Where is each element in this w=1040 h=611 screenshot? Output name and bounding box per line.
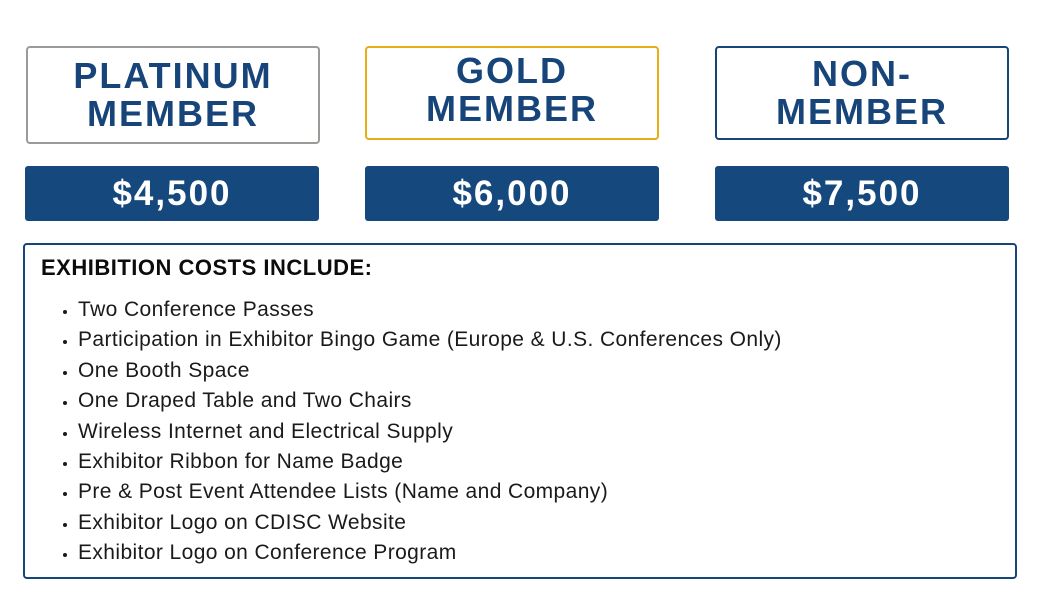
list-item: • Participation in Exhibitor Bingo Game (Europe & U.S. Conferences Only) [78,325,782,355]
list-item: • One Booth Space [78,356,782,386]
tier-name-gold: GOLD MEMBER [426,50,598,129]
list-item: • Exhibitor Ribbon for Name Badge [78,447,782,477]
price-non-member: $7,500 [715,166,1009,221]
price-gold: $6,000 [365,166,659,221]
list-item: • Wireless Internet and Electrical Supply [78,417,782,447]
exhibition-costs-panel [23,243,1017,579]
list-item: • One Draped Table and Two Chairs [78,386,782,416]
non-member-tier [715,46,1009,140]
exhibition-costs-title: EXHIBITION COSTS INCLUDE: [41,255,373,280]
tier-name-platinum: PLATINUM MEMBER [73,55,273,134]
exhibition-costs-list [58,295,782,569]
list-item: • Exhibitor Logo on CDISC Website [78,508,782,538]
list-item: • Exhibitor Logo on Conference Program [78,538,782,568]
list-item: • Pre & Post Event Attendee Lists (Name and Company) [78,477,782,507]
tier-name-non-member: NON- MEMBER [776,53,948,132]
list-item: • Two Conference Passes [78,295,782,325]
gold-member-tier [365,46,659,140]
platinum-member-tier [26,46,320,144]
price-platinum: $4,500 [25,166,319,221]
